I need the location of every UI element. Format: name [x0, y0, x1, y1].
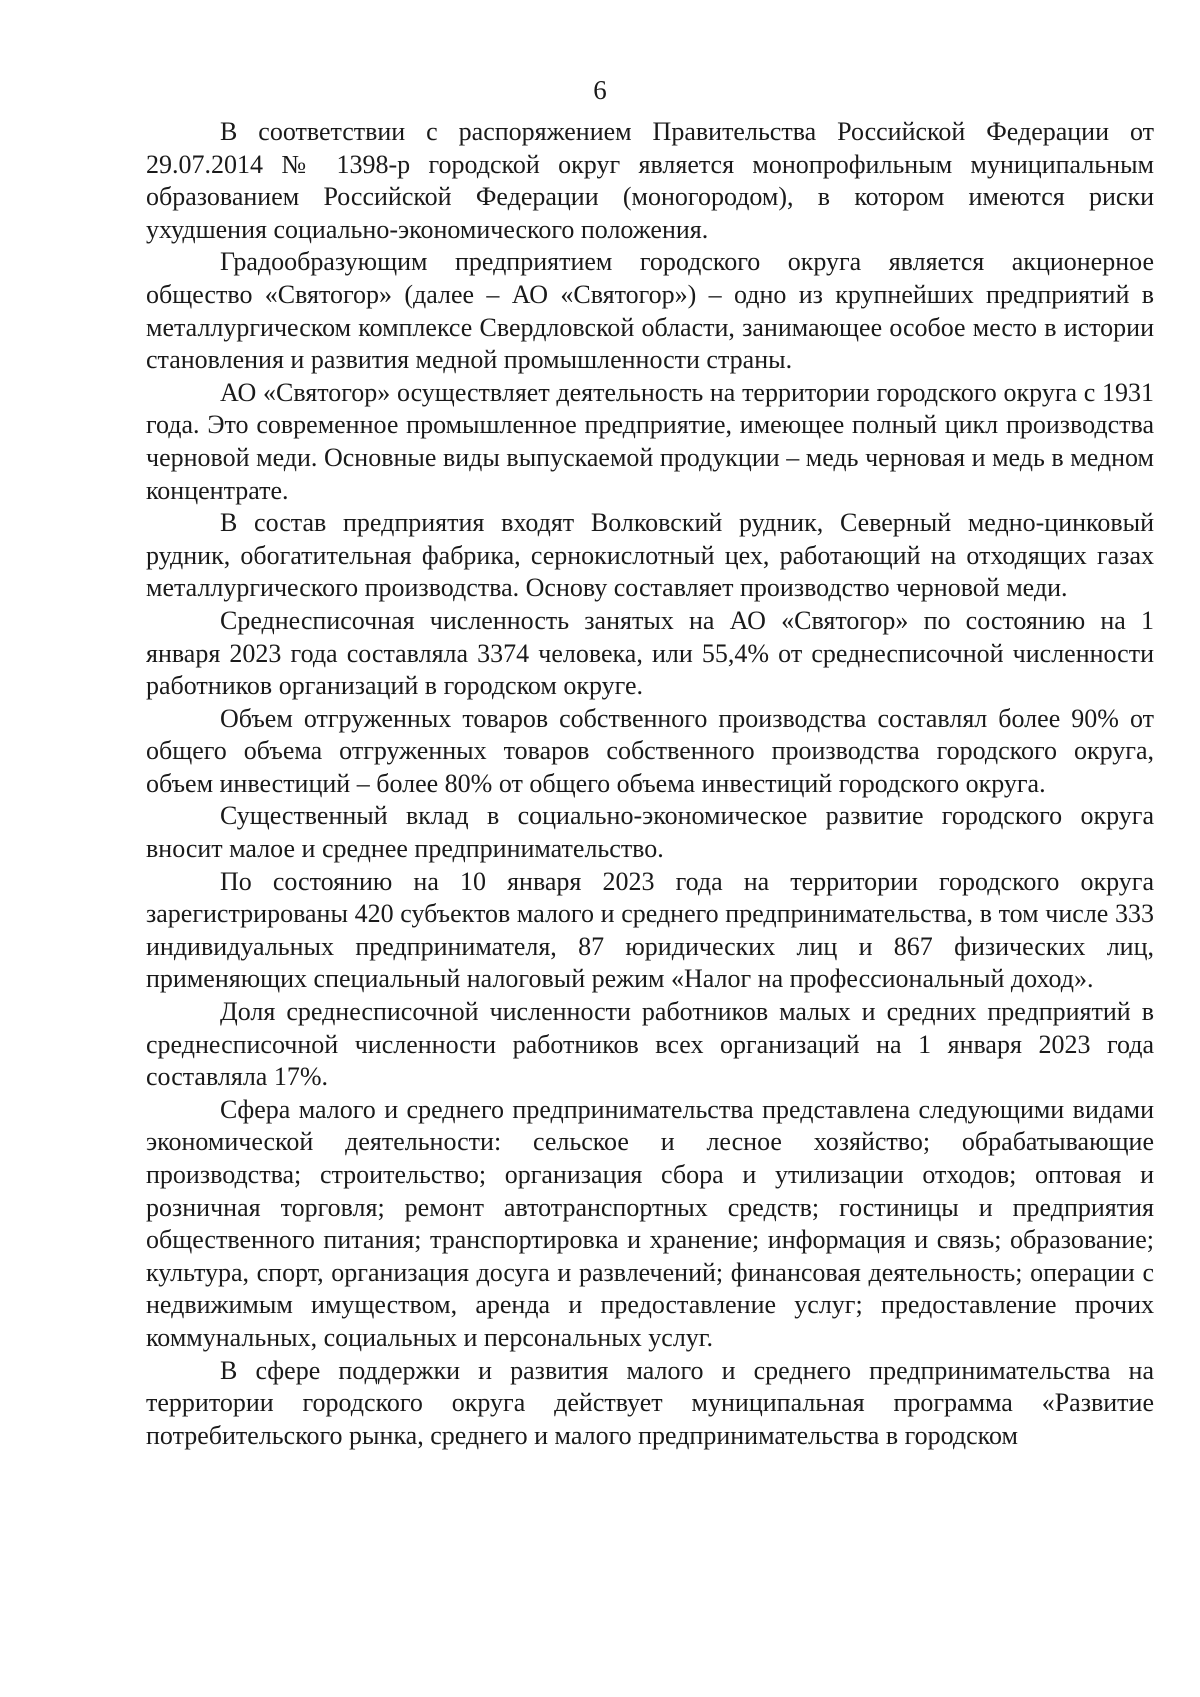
paragraph-municipal-program: В сфере поддержки и развития малого и среднего предпринимательства на территории городского округа действует муниципальная программа «Развитие потребительского рынка, среднего и малого предпринимательства в городском — [146, 1355, 1154, 1450]
paragraph-employee-count: Среднесписочная численность занятых на АО «Святогор» по состоянию на 1 января 2023 года составляла 3374 человека, или 55,4% от среднесписочной численности работников организаций в городском округе. — [146, 605, 1154, 701]
document-body — [146, 116, 1154, 1452]
paragraph-small-business-contribution: Существенный вклад в социально-экономическое развитие городского округа вносит малое и среднее предпринимательство. — [146, 801, 1154, 864]
paragraph-monotown-status: В соответствии с распоряжением Правительства Российской Федерации от 29.07.2014 № 1398-р городской округ является монопрофильным муниципальным образованием Российской Федерации (моногородом), в котором имеются риски ухудшения социально-экономического положения. — [146, 117, 1154, 244]
page-number: 6 — [593, 75, 607, 105]
paragraph-city-forming-enterprise: Градообразующим предприятием городского округа является акционерное общество «Святогор» (далее – АО «Святогор») – одно из крупнейших предприятий в металлургическом комплексе Свердловской области, занимающее особое место в истории становления и развития медной промышленности страны. — [146, 247, 1154, 375]
paragraph-shipment-volume: Объем отгруженных товаров собственного производства составлял более 90% от общего объема отгруженных товаров собственного производства городского округа, объем инвестиций – более 80% от общего объема инвестиций городского округа. — [146, 703, 1154, 798]
paragraph-enterprise-structure: В состав предприятия входят Волковский рудник, Северный медно-цинковый рудник, обогатительная фабрика, сернокислотный цех, работающий на отходящих газах металлургического производства. Основу составляет производство черновой меди. — [146, 508, 1154, 603]
paragraph-registered-entities: По состоянию на 10 января 2023 года на территории городского округа зарегистрированы 420 субъектов малого и среднего предпринимательства, в том числе 333 индивидуальных предпринимателя, 87 юридических лиц и 867 физических лиц, применяющих специальный налоговый режим «Налог на профессиональный доход». — [146, 866, 1154, 994]
paragraph-activity-types: Сфера малого и среднего предпринимательства представлена следующими видами экономической деятельности: сельское и лесное хозяйство; обрабатывающие производства; строительство; организация сбора и утилизации отходов; оптовая и розничная торговля; ремонт автотранспортных средств; гостиницы и предприятия общественного питания; транспортировка и хранение; информация и связь; образование; культура, спорт, организация досуга и развлечений; финансовая деятельность; операции с недвижимым имуществом, аренда и предоставление услуг; предоставление прочих коммунальных, социальных и персональных услуг. — [146, 1094, 1154, 1352]
paragraph-small-business-share: Доля среднесписочной численности работников малых и средних предприятий в среднесписочной численности работников всех организаций на 1 января 2023 года составляла 17%. — [146, 997, 1154, 1092]
paragraph-svyatogor-history: АО «Святогор» осуществляет деятельность на территории городского округа с 1931 года. Это современное промышленное предприятие, имеющее полный цикл производства черновой меди. Основные виды выпускаемой продукции – медь черновая и медь в медном концентрате. — [146, 377, 1154, 505]
